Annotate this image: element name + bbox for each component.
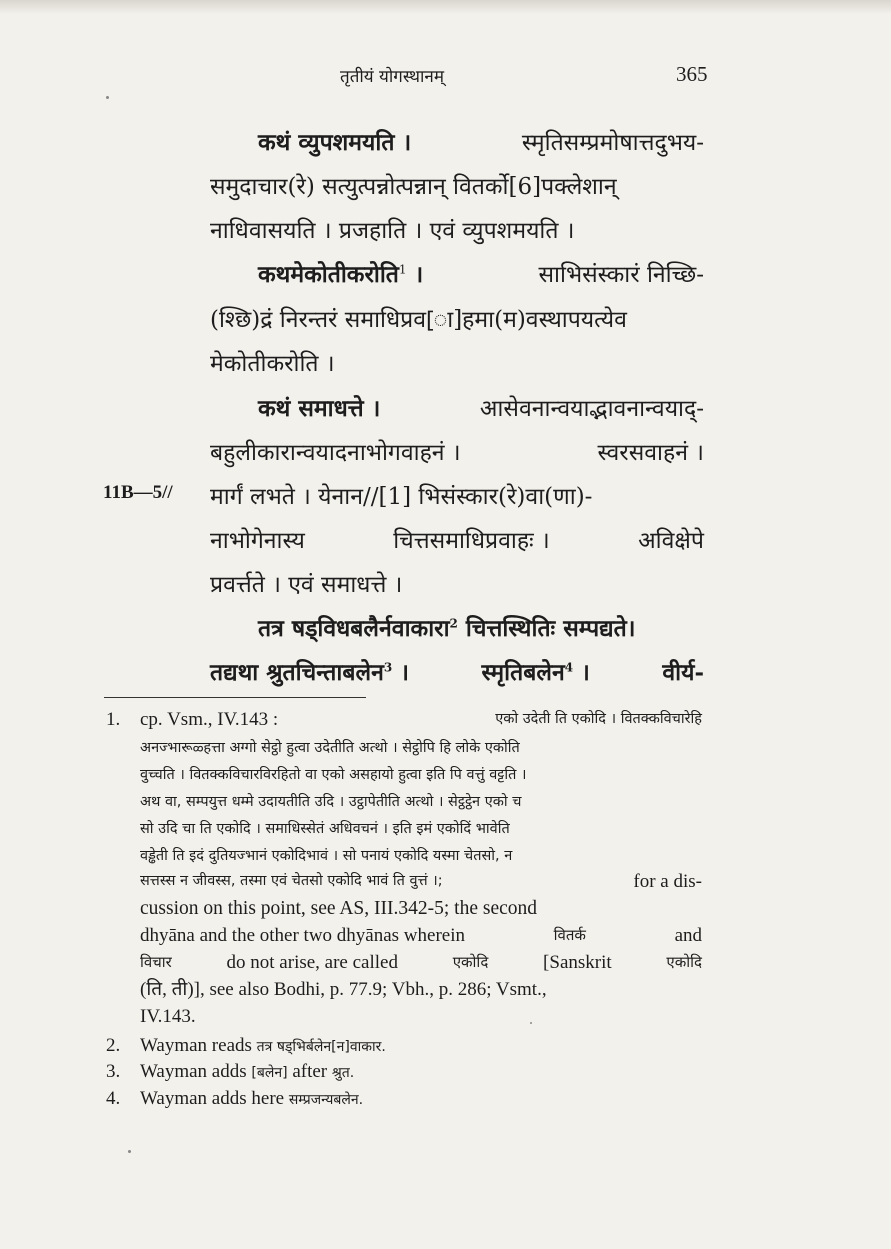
p3-line-2-a: बहुलीकारान्वयादनाभोगवाहनं । — [210, 440, 461, 466]
p2-line-1 — [258, 260, 704, 290]
p2-heading-danda: । — [406, 261, 424, 288]
p1-line-3: नाधिवासयति । प्रजहाति । एवं व्युपशमयति । — [210, 218, 575, 244]
footnote-1-pali-2: अनज्भारूळ्हत्ता अग्गो सेट्ठो हुत्वा उदेतीति अत्थो । सेट्ठोपि हि लोके एकोति — [140, 740, 520, 756]
footnote-1-pali-1: एको उदेती ति एकोदि । वितक्कविचारेहि — [495, 711, 702, 727]
p4-danda-2: । — [573, 659, 590, 686]
p1-line-1 — [258, 128, 704, 158]
p4-line-2-a — [210, 658, 409, 688]
footnote-1-vicara: विचार — [140, 953, 172, 971]
footnote-1-line-4 — [140, 787, 521, 816]
p4-shruta-text: तद्यथा श्रुतचिन्ताबलेन — [210, 659, 384, 686]
footnote-3-text-c: after — [292, 1061, 328, 1082]
p4-line-1-text: तत्र षड्विधबलैर्नवाकारा — [258, 615, 450, 642]
p3-line-4-b: चित्तसमाधिप्रवाहः । — [393, 528, 550, 554]
footnote-ref-4: 4 — [564, 660, 574, 675]
footnote-rule — [104, 697, 366, 698]
scan-top-edge — [0, 0, 891, 14]
p4-danda-1: । — [392, 659, 409, 686]
p4-line-1-end: चित्तस्थितिः सम्पद्यते। — [457, 615, 636, 642]
p3-line-4-a: नाभोगेनास्य — [210, 528, 305, 554]
p1-text: स्मृतिसम्प्रमोषात्तदुभय- — [521, 130, 704, 156]
p4-line-2-e: वीर्य- — [662, 659, 704, 686]
p3-line-5: प्रवर्त्तते । एवं समाधत्ते । — [210, 572, 403, 598]
scan-speck — [530, 1022, 532, 1024]
footnote-2 — [106, 1032, 386, 1061]
footnote-1-and: and — [674, 925, 702, 946]
p2-heading-text: कथमेकोतीकरोति — [258, 261, 399, 288]
p4-line-2 — [210, 658, 704, 688]
p3-line-3: मार्गं लभते । येनान//[1] भिसंस्कार(रे)वा(णा)- — [210, 484, 593, 510]
footnote-1-number: 1. — [106, 709, 121, 730]
footnote-1-text-10: do not arise, are called — [226, 952, 398, 973]
footnote-1-line-8: cussion on this point, see AS, III.342-5; the second — [140, 898, 537, 919]
margin-reference: 11B—5// — [103, 482, 173, 503]
footnote-1-pali-7: सत्तस्स न जीवस्स, तस्मा एवं चेतसो एकोदि भावं ति वुत्तं ।; — [140, 873, 443, 889]
p3-line-4 — [210, 526, 704, 556]
p1-line-2: समुदाचार(रे) सत्युत्पन्नोत्पन्नान् वितर्को[6]पक्लेशान् — [210, 174, 617, 200]
footnote-1-line-9 — [140, 922, 702, 949]
footnote-1-vitarka: वितर्क — [553, 926, 586, 944]
footnote-1-ekodi-1: एकोदि — [452, 953, 489, 971]
p4-line-2-c — [481, 658, 589, 688]
footnote-1-line-12: IV.143. — [140, 1006, 196, 1027]
p3-heading: कथं समाधत्ते । — [258, 395, 381, 422]
footnote-1-pali-6: वड्ढेती ति इदं दुतियज्भानं एकोदिभावं । सो पनायं एकोदि यस्मा चेतसो, न — [140, 848, 513, 864]
footnote-1-text-9: dhyāna and the other two dhyānas wherein — [140, 925, 466, 946]
footnote-ref-2: 2 — [449, 616, 458, 631]
scan-speck — [128, 1150, 131, 1153]
p3-line-4-c: अविक्षेपे — [638, 528, 704, 554]
footnote-2-devanagari: तत्र षड्भिर्बलेन[न]वाकार. — [256, 1039, 386, 1055]
scan-speck — [106, 96, 109, 99]
footnote-1-line-6 — [140, 841, 512, 870]
footnote-1-pali-3: वुच्चति । वितक्कविचारविरहितो वा एको असहायो हुत्वा इति पि वत्तुं वट्टति । — [140, 767, 527, 783]
footnote-ref-1: 1 — [398, 262, 407, 277]
footnote-3-balena: [बलेन] — [251, 1065, 288, 1081]
p4-line-1 — [258, 614, 635, 644]
footnote-1-line-10 — [140, 949, 702, 976]
footnote-1-ekodi-2: एकोदि — [666, 953, 702, 971]
footnote-3-shruta: श्रुत. — [331, 1065, 355, 1081]
footnote-3 — [106, 1058, 355, 1087]
page-number: 365 — [676, 62, 708, 86]
footnote-4-devanagari: सम्प्रजन्यबलेन. — [288, 1092, 364, 1108]
p3-line-2-b: स्वरसवाहनं । — [597, 440, 704, 466]
footnote-4-text: Wayman adds here — [140, 1088, 285, 1109]
footnote-2-number: 2. — [106, 1035, 121, 1056]
footnote-4-number: 4. — [106, 1088, 121, 1109]
footnote-4 — [106, 1085, 364, 1114]
footnote-1-pali-4: अथ वा, सम्पयुत्त धम्मे उदायतीति उदि । उट्ठापेतीति अत्थो । सेट्ठट्ठेन एको च — [140, 794, 522, 810]
footnote-1-citation: cp. Vsm., IV.143 : — [140, 709, 279, 730]
footnote-1-line-1 — [106, 706, 702, 733]
footnote-2-text: Wayman reads — [140, 1035, 252, 1056]
p4-smriti-text: स्मृतिबलेन — [481, 659, 565, 686]
p3-line-1 — [258, 394, 704, 424]
p3-text: आसेवनान्वयाद्भावनान्वयाद्- — [479, 396, 704, 422]
p1-heading: कथं व्युपशमयति । — [258, 129, 412, 156]
running-title: तृतीयं योगस्थानम् — [340, 67, 445, 87]
p2-line-3: मेकोतीकरोति । — [210, 351, 335, 377]
footnote-3-number: 3. — [106, 1061, 121, 1082]
footnote-ref-3: 3 — [383, 660, 393, 675]
footnote-1-line-5 — [140, 814, 510, 843]
p2-heading — [258, 260, 423, 290]
footnote-1-sanskrit: [Sanskrit — [543, 952, 612, 973]
footnote-1-line-7 — [140, 868, 702, 895]
p3-line-2 — [210, 438, 704, 468]
footnote-1-pali-5: सो उदि चा ति एकोदि । समाधिस्सेतं अधिवचनं । इति इमं एकोदिं भावेति — [140, 821, 510, 837]
p2-text: साभिसंस्कारं निच्छि- — [538, 262, 704, 288]
footnote-1-line-2 — [140, 733, 520, 762]
footnote-1-line-3 — [140, 760, 526, 789]
footnote-1-text-7: for a dis- — [633, 871, 702, 892]
footnote-3-text-a: Wayman adds — [140, 1061, 247, 1082]
footnote-1-line-11: (ति, ती)], see also Bodhi, p. 77.9; Vbh., p. 286; Vsmt., — [140, 979, 547, 1000]
p2-line-2: (श्छि)द्रं निरन्तरं समाधिप्रव[ा]हमा(म)वस्थापयत्येव — [210, 307, 627, 333]
